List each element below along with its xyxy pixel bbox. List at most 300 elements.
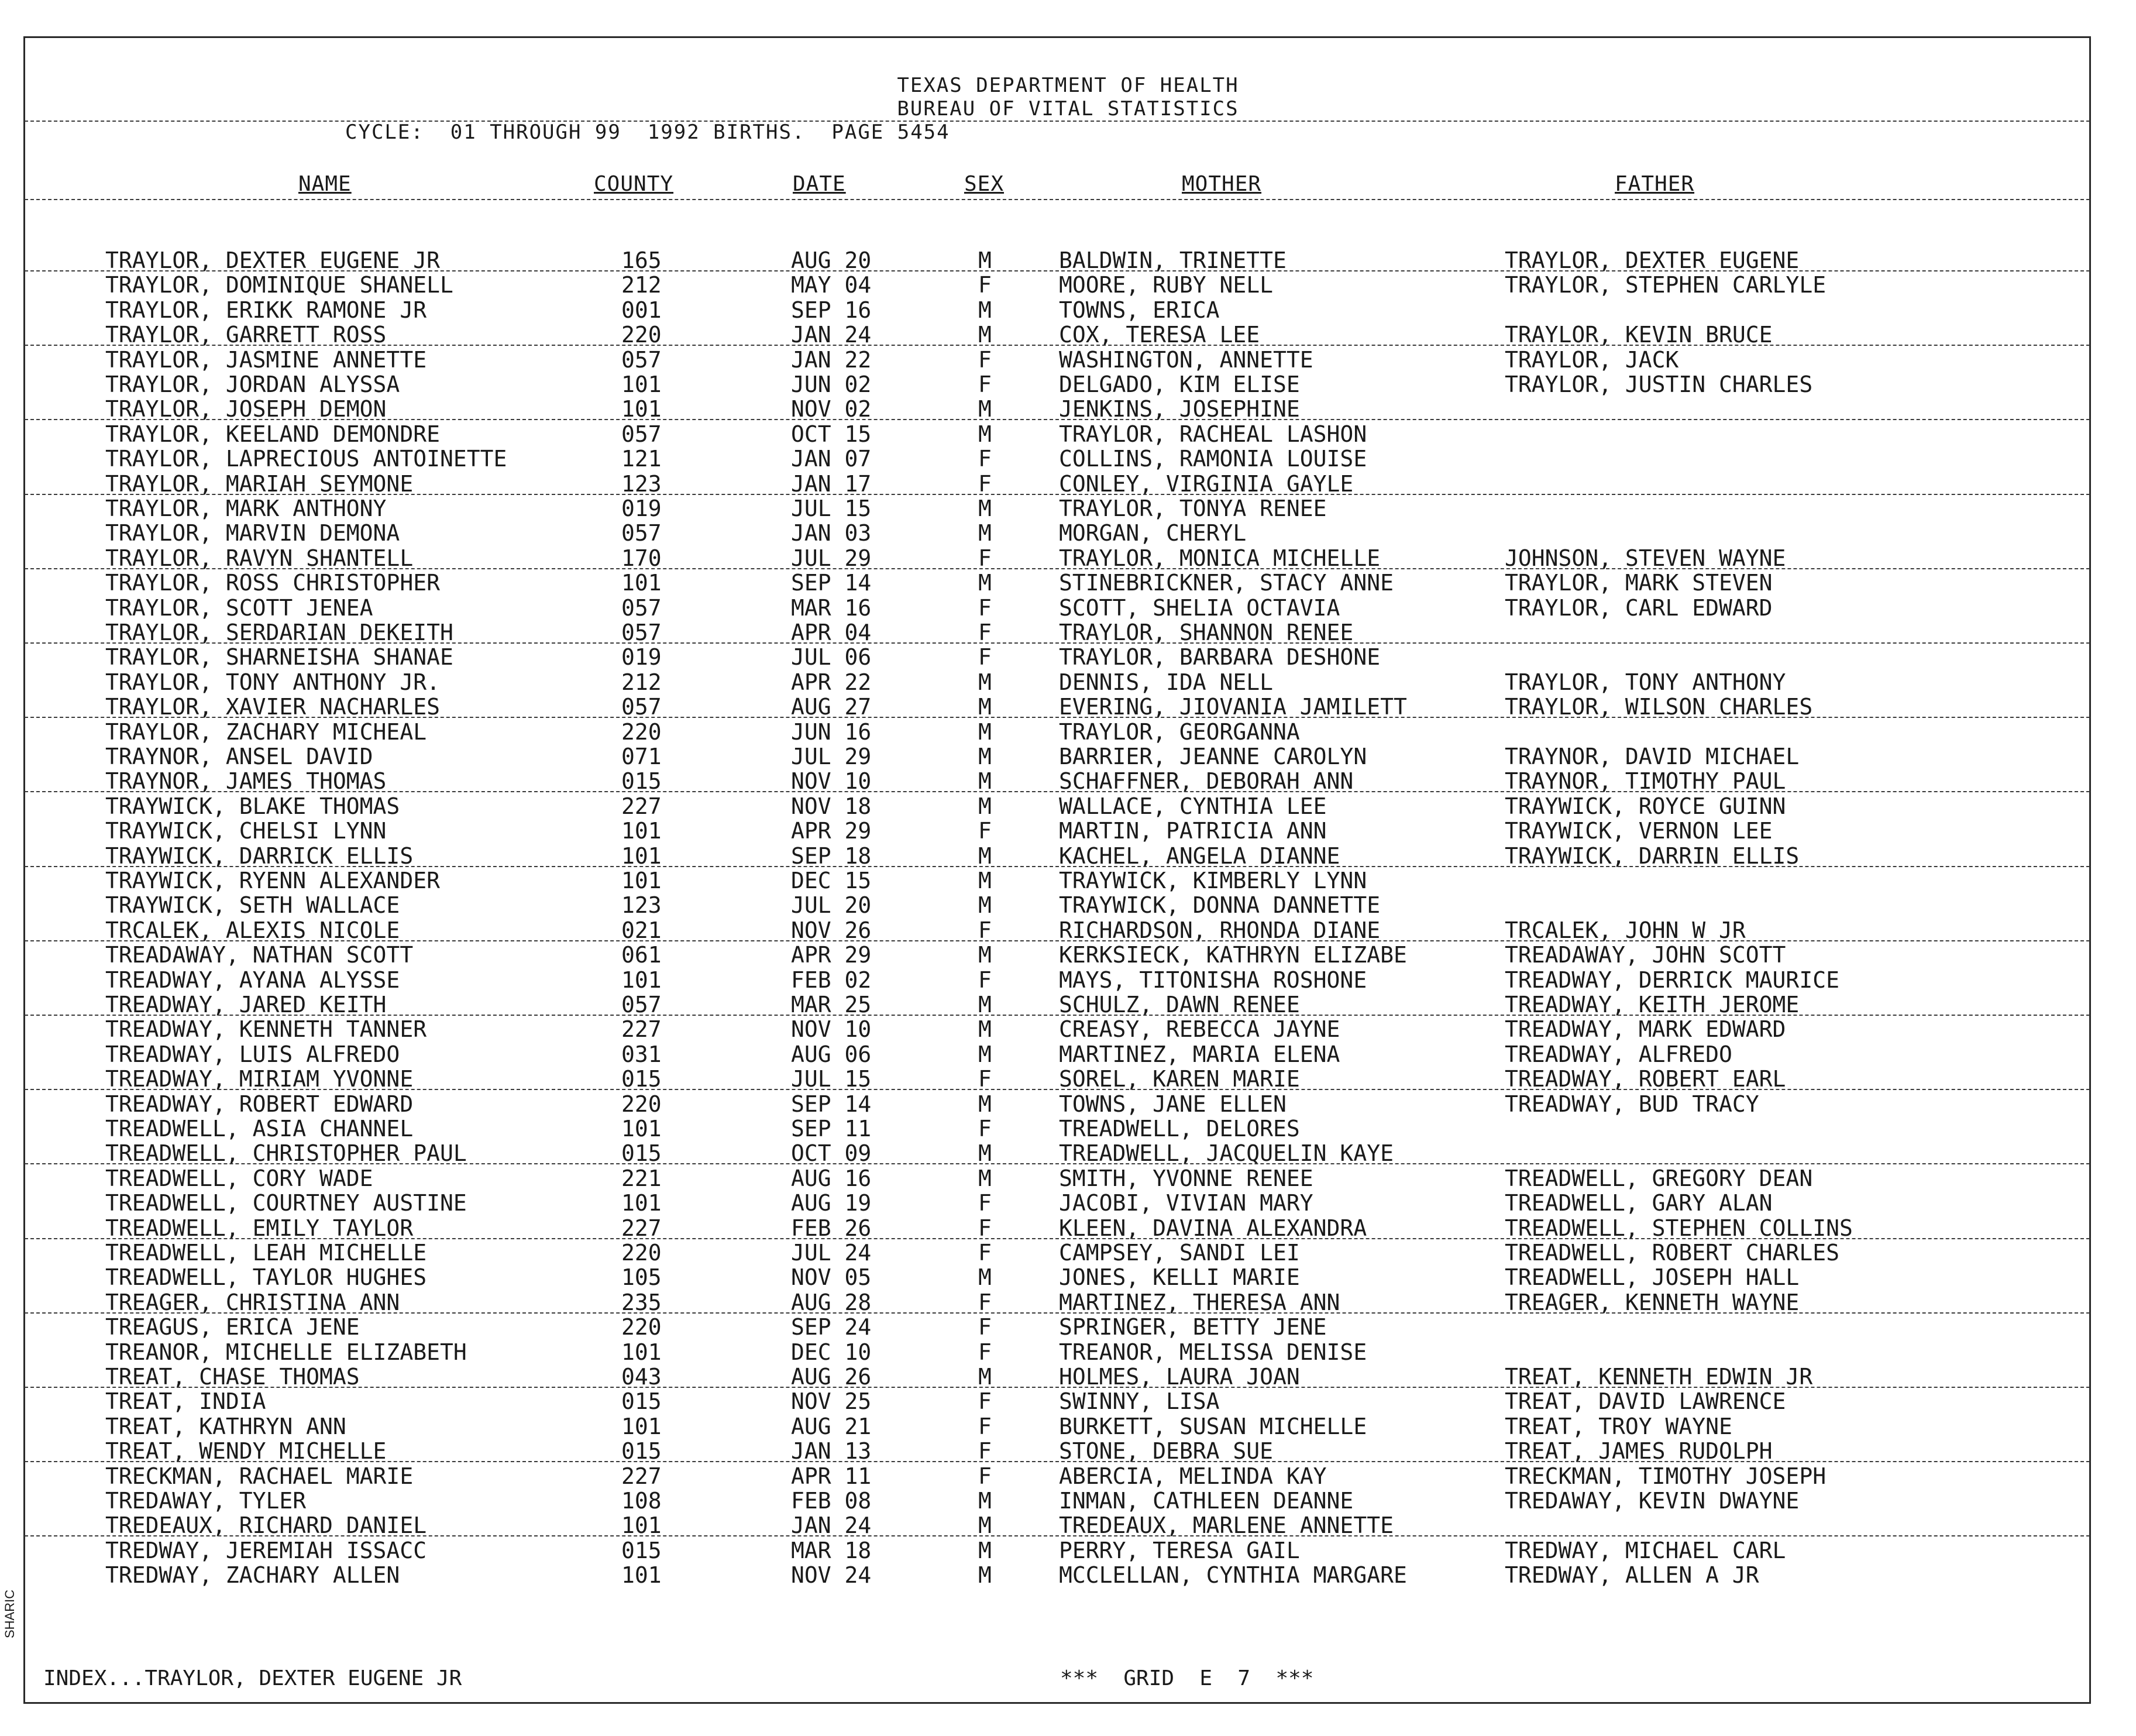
divider [25,1387,2090,1388]
cell-name: TREADWELL, TAYLOR HUGHES [105,1264,427,1290]
table-row [0,868,2136,893]
table-row [0,1092,2136,1116]
cell-county: 015 [621,1438,662,1464]
divider [25,642,2090,644]
cell-date: AUG 26 [791,1364,872,1390]
table-row [0,298,2136,322]
cell-county: 101 [621,868,662,893]
cell-mother: TRAYLOR, BARBARA DESHONE [1059,644,1381,670]
table-row [0,744,2136,769]
cell-father: TREDAWAY, KEVIN DWAYNE [1505,1488,1800,1514]
cell-date: FEB 08 [791,1488,872,1514]
cell-name: TREADAWAY, NATHAN SCOTT [105,942,414,968]
cell-county: 019 [621,496,662,521]
cell-county: 015 [621,1066,662,1092]
cell-sex: F [978,620,992,645]
cell-mother: SPRINGER, BETTY JENE [1059,1314,1327,1340]
table-row [0,1414,2136,1439]
table-row [0,1067,2136,1091]
cell-father: TRCALEK, JOHN W JR [1505,917,1746,943]
cell-county: 220 [621,322,662,348]
cell-county: 101 [621,818,662,844]
cell-county: 101 [621,1339,662,1365]
cell-father: TREADWELL, GARY ALAN [1505,1190,1773,1216]
cell-mother: TRAYWICK, KIMBERLY LYNN [1059,868,1367,893]
cell-mother: ABERCIA, MELINDA KAY [1059,1463,1327,1489]
footer-grid: *** GRID E 7 *** [1060,1666,1314,1690]
cell-date: NOV 05 [791,1264,872,1290]
cell-date: JUN 16 [791,719,872,745]
cell-mother: JACOBI, VIVIAN MARY [1059,1190,1313,1216]
cell-county: 212 [621,272,662,298]
divider [25,568,2090,569]
cell-sex: M [978,694,992,720]
cell-mother: MARTINEZ, MARIA ELENA [1059,1041,1340,1067]
table-row [0,645,2136,669]
divider [25,199,2090,200]
cell-father: TRAYNOR, DAVID MICHAEL [1505,744,1800,769]
cell-name: TREDWAY, JEREMIAH ISSACC [105,1538,427,1563]
cell-sex: M [978,247,992,273]
cell-mother: INMAN, CATHLEEN DEANNE [1059,1488,1354,1514]
divider [25,345,2090,346]
cell-father: TREADWAY, ROBERT EARL [1505,1066,1786,1092]
cell-name: TRAYLOR, GARRETT ROSS [105,322,387,348]
cell-sex: M [978,768,992,794]
cell-father: TREADWELL, ROBERT CHARLES [1505,1240,1839,1266]
cell-mother: TREANOR, MELISSA DENISE [1059,1339,1367,1365]
cell-mother: TOWNS, ERICA [1059,297,1220,323]
table-row [0,1240,2136,1265]
col-header-mother: MOTHER [1182,172,1262,196]
cell-name: TRAYLOR, MARIAH SEYMONE [105,471,414,497]
cell-county: 105 [621,1264,662,1290]
table-row [0,273,2136,297]
cell-sex: M [978,1512,992,1538]
divider [25,270,2090,271]
cell-sex: M [978,1264,992,1290]
cell-father: TREADWELL, GREGORY DEAN [1505,1166,1813,1191]
cell-date: MAY 04 [791,272,872,298]
cell-date: JUL 29 [791,744,872,769]
cell-sex: F [978,1116,992,1142]
cell-sex: M [978,744,992,769]
table-row [0,1116,2136,1141]
cell-father: TRAYLOR, STEPHEN CARLYLE [1505,272,1827,298]
cell-father: TRAYLOR, JUSTIN CHARLES [1505,372,1813,397]
cell-mother: WALLACE, CYNTHIA LEE [1059,793,1327,819]
cell-mother: PERRY, TERESA GAIL [1059,1538,1300,1563]
table-row [0,769,2136,793]
table-row [0,844,2136,868]
cell-county: 015 [621,768,662,794]
cell-name: TREAT, KATHRYN ANN [105,1414,346,1439]
cell-date: JAN 07 [791,446,872,472]
cell-name: TREADWELL, ASIA CHANNEL [105,1116,414,1142]
divider [25,866,2090,867]
table-row [0,1265,2136,1290]
cell-mother: MAYS, TITONISHA ROSHONE [1059,967,1367,993]
cell-date: JAN 03 [791,520,872,546]
cell-father: TREADWAY, BUD TRACY [1505,1091,1759,1117]
cell-county: 235 [621,1290,662,1315]
table-row [0,397,2136,421]
cell-mother: WASHINGTON, ANNETTE [1059,347,1313,373]
divider [25,1312,2090,1314]
cell-sex: M [978,719,992,745]
header-subtitle: BUREAU OF VITAL STATISTICS [897,97,1239,121]
cell-mother: DELGADO, KIM ELISE [1059,372,1300,397]
divider [25,1535,2090,1536]
cell-date: NOV 10 [791,1016,872,1042]
footer-index: INDEX...TRAYLOR, DEXTER EUGENE JR [43,1666,462,1690]
cell-date: JAN 24 [791,322,872,348]
table-row [0,1489,2136,1513]
table-row [0,472,2136,496]
cell-mother: SCOTT, SHELIA OCTAVIA [1059,595,1340,621]
cell-name: TREAGUS, ERICA JENE [105,1314,360,1340]
cell-mother: STINEBRICKNER, STACY ANNE [1059,570,1394,596]
cell-date: SEP 16 [791,297,872,323]
cell-mother: SCHULZ, DAWN RENEE [1059,992,1300,1017]
cell-name: TRAYLOR, JORDAN ALYSSA [105,372,400,397]
cell-date: JUL 06 [791,644,872,670]
cell-name: TRAYLOR, DOMINIQUE SHANELL [105,272,453,298]
cell-date: FEB 26 [791,1215,872,1241]
cell-date: MAR 18 [791,1538,872,1563]
cell-date: JAN 24 [791,1512,872,1538]
table-row [0,992,2136,1017]
cell-sex: M [978,843,992,869]
divider [25,717,2090,718]
cell-name: TRAYLOR, ZACHARY MICHEAL [105,719,427,745]
cell-date: NOV 18 [791,793,872,819]
table-row [0,446,2136,471]
cell-father: JOHNSON, STEVEN WAYNE [1505,545,1786,571]
table-row [0,1141,2136,1166]
cell-name: TREAT, CHASE THOMAS [105,1364,360,1390]
cell-name: TREADWAY, LUIS ALFREDO [105,1041,400,1067]
divider [25,1015,2090,1016]
cycle-line: CYCLE: 01 THROUGH 99 1992 BIRTHS. PAGE 5454 [345,121,950,144]
cell-date: JUL 24 [791,1240,872,1266]
cell-sex: F [978,644,992,670]
cell-father: TRAYWICK, VERNON LEE [1505,818,1773,844]
cell-county: 170 [621,545,662,571]
cell-father: TRAYWICK, DARRIN ELLIS [1505,843,1800,869]
cell-mother: COLLINS, RAMONIA LOUISE [1059,446,1367,472]
cell-mother: SCHAFFNER, DEBORAH ANN [1059,768,1354,794]
cell-father: TREAT, KENNETH EDWIN JR [1505,1364,1813,1390]
divider [25,940,2090,941]
cell-sex: F [978,1314,992,1340]
cell-county: 031 [621,1041,662,1067]
divider [25,1461,2090,1462]
cell-mother: TOWNS, JANE ELLEN [1059,1091,1287,1117]
cell-sex: F [978,1240,992,1266]
cell-county: 121 [621,446,662,472]
table-row [0,1513,2136,1538]
cell-mother: COX, TERESA LEE [1059,322,1260,348]
cell-county: 057 [621,520,662,546]
cell-sex: M [978,669,992,695]
cell-date: SEP 14 [791,1091,872,1117]
divider [25,1163,2090,1164]
cell-name: TRAYLOR, LAPRECIOUS ANTOINETTE [105,446,507,472]
table-row [0,1315,2136,1339]
cell-name: TRAYLOR, MARK ANTHONY [105,496,387,521]
cell-sex: F [978,1290,992,1315]
cell-name: TRAYLOR, JASMINE ANNETTE [105,347,427,373]
cell-county: 071 [621,744,662,769]
table-row [0,422,2136,446]
cell-date: JAN 17 [791,471,872,497]
cell-date: JAN 13 [791,1438,872,1464]
cell-county: 101 [621,1190,662,1216]
cell-sex: F [978,967,992,993]
cell-county: 227 [621,1016,662,1042]
cell-name: TREAGER, CHRISTINA ANN [105,1290,400,1315]
table-row [0,1191,2136,1215]
table-row [0,1042,2136,1067]
cell-sex: F [978,595,992,621]
divider [25,494,2090,495]
divider [25,419,2090,420]
cell-name: TREADWELL, CORY WADE [105,1166,373,1191]
cell-county: 101 [621,1512,662,1538]
cell-date: SEP 14 [791,570,872,596]
cell-sex: F [978,1215,992,1241]
cell-father: TREADWAY, KEITH JEROME [1505,992,1800,1017]
divider [25,121,2090,122]
cell-mother: TRAYLOR, RACHEAL LASHON [1059,421,1367,447]
cell-date: NOV 24 [791,1562,872,1588]
cell-father: TRAYLOR, TONY ANTHONY [1505,669,1786,695]
table-row [0,248,2136,273]
table-row [0,943,2136,967]
cell-date: AUG 21 [791,1414,872,1439]
cell-sex: M [978,1091,992,1117]
cell-father: TRAYLOR, DEXTER EUGENE [1505,247,1800,273]
cell-name: TRAYLOR, XAVIER NACHARLES [105,694,440,720]
table-row [0,720,2136,744]
cell-mother: TREDEAUX, MARLENE ANNETTE [1059,1512,1394,1538]
cell-county: 057 [621,347,662,373]
cell-county: 101 [621,1116,662,1142]
cell-date: APR 22 [791,669,872,695]
cell-county: 101 [621,843,662,869]
cell-county: 057 [621,421,662,447]
cell-mother: TRAYLOR, TONYA RENEE [1059,496,1327,521]
cell-date: AUG 27 [791,694,872,720]
cell-father: TRAYLOR, MARK STEVEN [1505,570,1773,596]
table-row [0,496,2136,521]
col-header-father: FATHER [1615,172,1695,196]
divider [25,1238,2090,1239]
cell-county: 220 [621,719,662,745]
cell-county: 212 [621,669,662,695]
table-row [0,670,2136,695]
cell-father: TREADWELL, JOSEPH HALL [1505,1264,1800,1290]
cell-mother: CREASY, REBECCA JAYNE [1059,1016,1340,1042]
cell-sex: M [978,520,992,546]
cell-father: TREDWAY, ALLEN A JR [1505,1562,1759,1588]
cell-name: TREADWAY, MIRIAM YVONNE [105,1066,414,1092]
cell-date: APR 11 [791,1463,872,1489]
cell-county: 019 [621,644,662,670]
table-row [0,546,2136,570]
cell-date: SEP 24 [791,1314,872,1340]
cell-name: TRECKMAN, RACHAEL MARIE [105,1463,414,1489]
cell-county: 220 [621,1240,662,1266]
cell-date: AUG 20 [791,247,872,273]
col-header-name: NAME [298,172,352,196]
cell-name: TREADWAY, KENNETH TANNER [105,1016,427,1042]
cell-name: TRAYWICK, BLAKE THOMAS [105,793,400,819]
table-row [0,1563,2136,1587]
table-row [0,372,2136,397]
table-row [0,819,2136,843]
cell-father: TRAYNOR, TIMOTHY PAUL [1505,768,1786,794]
table-row [0,348,2136,372]
cell-date: SEP 18 [791,843,872,869]
table-row [0,322,2136,347]
cell-name: TREADWELL, CHRISTOPHER PAUL [105,1140,467,1166]
cell-county: 015 [621,1388,662,1414]
cell-date: MAR 16 [791,595,872,621]
cell-date: JUL 15 [791,496,872,521]
cell-name: TRAYWICK, RYENN ALEXANDER [105,868,440,893]
cell-sex: M [978,1562,992,1588]
cell-sex: M [978,1140,992,1166]
table-row [0,1364,2136,1389]
cell-date: NOV 26 [791,917,872,943]
cell-name: TREADWAY, AYANA ALYSSE [105,967,400,993]
cell-sex: F [978,917,992,943]
cell-father: TREAT, JAMES RUDOLPH [1505,1438,1773,1464]
cell-father: TREAT, DAVID LAWRENCE [1505,1388,1786,1414]
cell-mother: KLEEN, DAVINA ALEXANDRA [1059,1215,1367,1241]
cell-sex: F [978,1190,992,1216]
cell-county: 123 [621,471,662,497]
table-row [0,620,2136,645]
divider [25,791,2090,792]
cell-father: TREADWAY, MARK EDWARD [1505,1016,1786,1042]
cell-name: TREDEAUX, RICHARD DANIEL [105,1512,427,1538]
divider [25,1089,2090,1090]
cell-mother: DENNIS, IDA NELL [1059,669,1274,695]
cell-date: NOV 25 [791,1388,872,1414]
cell-name: TRAYNOR, ANSEL DAVID [105,744,373,769]
cell-date: JAN 22 [791,347,872,373]
cell-date: NOV 10 [791,768,872,794]
cell-county: 101 [621,372,662,397]
cell-date: APR 29 [791,942,872,968]
cell-mother: BALDWIN, TRINETTE [1059,247,1287,273]
cell-county: 101 [621,396,662,422]
cell-mother: TRAYWICK, DONNA DANNETTE [1059,892,1381,918]
cell-name: TRAYLOR, SCOTT JENEA [105,595,373,621]
cell-mother: EVERING, JIOVANIA JAMILETT [1059,694,1407,720]
table-row [0,521,2136,545]
cell-sex: F [978,1339,992,1365]
cell-father: TREADWELL, STEPHEN COLLINS [1505,1215,1853,1241]
cell-father: TRECKMAN, TIMOTHY JOSEPH [1505,1463,1827,1489]
cell-name: TRAYWICK, SETH WALLACE [105,892,400,918]
table-row [0,918,2136,943]
table-row [0,1340,2136,1364]
cell-name: TRAYLOR, RAVYN SHANTELL [105,545,414,571]
cell-date: AUG 19 [791,1190,872,1216]
cell-sex: F [978,1388,992,1414]
cell-date: FEB 02 [791,967,872,993]
cell-county: 101 [621,1562,662,1588]
cell-father: TREADWAY, DERRICK MAURICE [1505,967,1839,993]
cell-name: TREADWAY, ROBERT EDWARD [105,1091,414,1117]
cell-date: AUG 06 [791,1041,872,1067]
cell-date: NOV 02 [791,396,872,422]
cell-date: AUG 16 [791,1166,872,1191]
cell-mother: JENKINS, JOSEPHINE [1059,396,1300,422]
cell-mother: TRAYLOR, GEORGANNA [1059,719,1300,745]
cell-mother: TREADWELL, JACQUELIN KAYE [1059,1140,1394,1166]
cell-county: 227 [621,1215,662,1241]
cell-father: TREDWAY, MICHAEL CARL [1505,1538,1786,1563]
table-row [0,1538,2136,1563]
cell-sex: M [978,1166,992,1191]
cell-name: TRAYLOR, TONY ANTHONY JR. [105,669,440,695]
cell-county: 165 [621,247,662,273]
cell-name: TRAYLOR, DEXTER EUGENE JR [105,247,440,273]
cell-county: 101 [621,570,662,596]
cell-father: TRAYLOR, JACK [1505,347,1679,373]
cell-sex: F [978,471,992,497]
cell-county: 227 [621,793,662,819]
cell-date: DEC 10 [791,1339,872,1365]
table-row [0,1216,2136,1240]
cell-sex: M [978,868,992,893]
cell-county: 101 [621,1414,662,1439]
cell-county: 001 [621,297,662,323]
cell-father: TREAGER, KENNETH WAYNE [1505,1290,1800,1315]
cell-county: 221 [621,1166,662,1191]
cell-mother: MORGAN, CHERYL [1059,520,1247,546]
cell-county: 043 [621,1364,662,1390]
table-row [0,1439,2136,1463]
cell-name: TRAYWICK, DARRICK ELLIS [105,843,414,869]
cell-sex: F [978,1414,992,1439]
table-row [0,893,2136,917]
cell-date: DEC 15 [791,868,872,893]
cell-sex: F [978,545,992,571]
cell-mother: KACHEL, ANGELA DIANNE [1059,843,1340,869]
table-row [0,1017,2136,1041]
table-row [0,695,2136,719]
cell-date: OCT 09 [791,1140,872,1166]
cell-mother: SMITH, YVONNE RENEE [1059,1166,1313,1191]
cell-sex: M [978,1538,992,1563]
table-row [0,570,2136,595]
cell-mother: KERKSIECK, KATHRYN ELIZABE [1059,942,1407,968]
cell-sex: M [978,297,992,323]
cell-sex: M [978,892,992,918]
cell-county: 015 [621,1538,662,1563]
cell-county: 057 [621,992,662,1017]
cell-date: JUL 15 [791,1066,872,1092]
cell-sex: M [978,421,992,447]
cell-mother: BARRIER, JEANNE CAROLYN [1059,744,1367,769]
cell-father: TRAYLOR, KEVIN BRUCE [1505,322,1773,348]
